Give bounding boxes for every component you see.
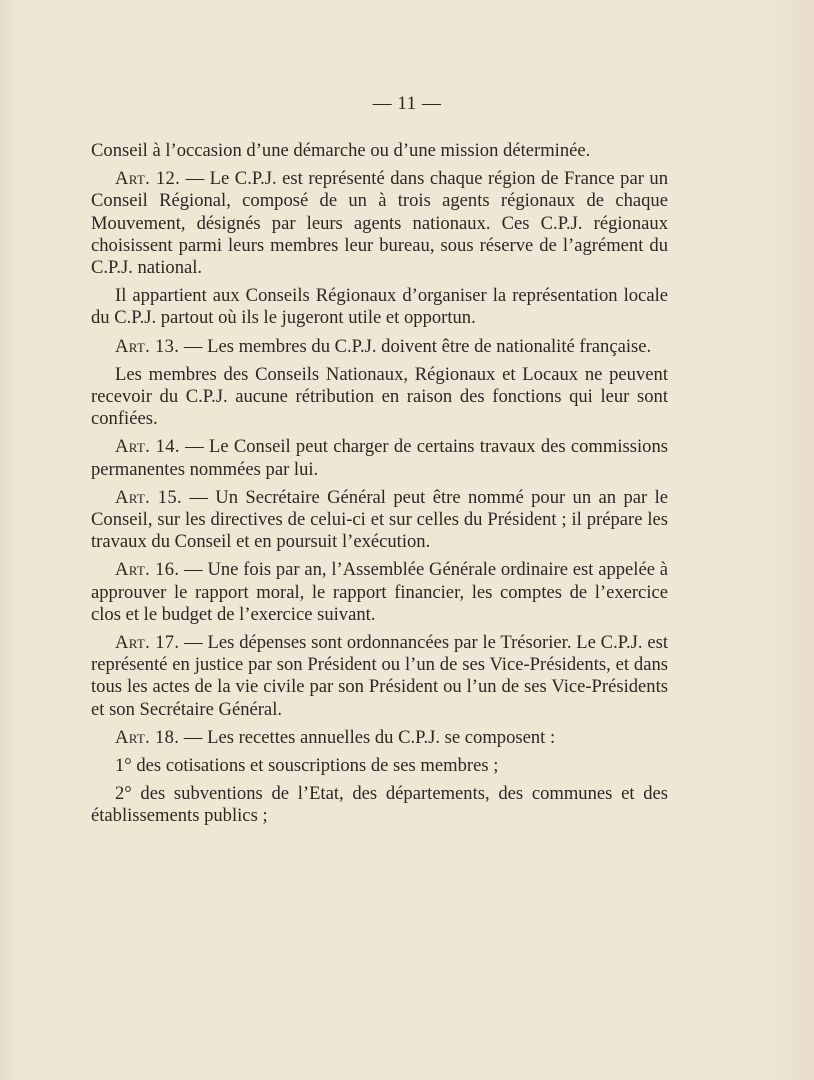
article-text: — Une fois par an, l’Assemblée Générale ordinaire est appelée à approuver le rapport moral, le rapport financier, les comptes de l’exercice clos et le budget de l’exercice suivant.: [91, 559, 668, 625]
list-item: [91, 755, 668, 777]
paragraph-continuation: [91, 140, 668, 162]
article-14: [91, 436, 668, 480]
paragraph: [91, 364, 668, 431]
article-13: [91, 336, 668, 358]
article-label: Art. 15.: [115, 486, 182, 508]
article-text: — Le Conseil peut charger de certains travaux des commissions permanentes nommées par lui.: [91, 436, 668, 480]
article-16: [91, 559, 668, 626]
article-12: [91, 168, 668, 279]
article-17: [91, 632, 668, 721]
article-label: Art. 14.: [115, 436, 180, 458]
paragraph-text: Conseil à l’occasion d’une démarche ou d’une mission déterminée.: [91, 140, 591, 161]
paragraph: [91, 285, 668, 329]
article-label: Art. 13.: [115, 335, 180, 357]
list-item-text: 2° des subventions de l’Etat, des départements, des communes et des établissements publics ;: [91, 783, 668, 827]
list-item-text: 1° des cotisations et souscriptions de ses membres ;: [115, 755, 499, 777]
article-label: Art. 17.: [115, 632, 180, 654]
paragraph-text: Les membres des Conseils Nationaux, Régionaux et Locaux ne peuvent recevoir du C.P.J. aucune rétribution en raison des fonctions qui leur sont confiées.: [91, 363, 668, 430]
article-text: — Un Secrétaire Général peut être nommé pour un an par le Conseil, sur les directives de celui-ci et sur celles du Président ; il prépare les travaux du Conseil et en poursuit l’exécution.: [91, 486, 669, 553]
article-text: — Les dépenses sont ordonnancées par le Trésorier. Le C.P.J. est représenté en justice par son Président ou l’un de ses Vice-Présidents, et dans tous les actes de la vie civile par son Président ou l’un de ses Vice-Présidents et son Secrétaire Général.: [91, 632, 669, 720]
article-text: — Les recettes annuelles du C.P.J. se composent :: [179, 726, 556, 748]
article-15: [91, 487, 668, 554]
page-number: — 11 —: [372, 93, 442, 114]
article-18: [91, 727, 668, 749]
article-text: — Le C.P.J. est représenté dans chaque région de France par un Conseil Régional, composé de un à trois agents régionaux de chaque Mouvement, désignés par leurs agents nationaux. Ces C.P.J. régionaux choisissent parmi leurs membres leur bureau, sous réserve de l’agrément du C.P.J. national.: [91, 168, 668, 279]
body-text: [91, 140, 668, 834]
article-label: Art. 16.: [115, 559, 180, 581]
article-text: — Les membres du C.P.J. doivent être de nationalité française.: [179, 335, 652, 357]
article-label: Art. 12.: [115, 168, 181, 190]
list-item: [91, 783, 668, 827]
paragraph-text: Il appartient aux Conseils Régionaux d’organiser la représentation locale du C.P.J. partout où ils le jugeront utile et opportun.: [91, 285, 668, 329]
article-label: Art. 18.: [115, 726, 180, 748]
